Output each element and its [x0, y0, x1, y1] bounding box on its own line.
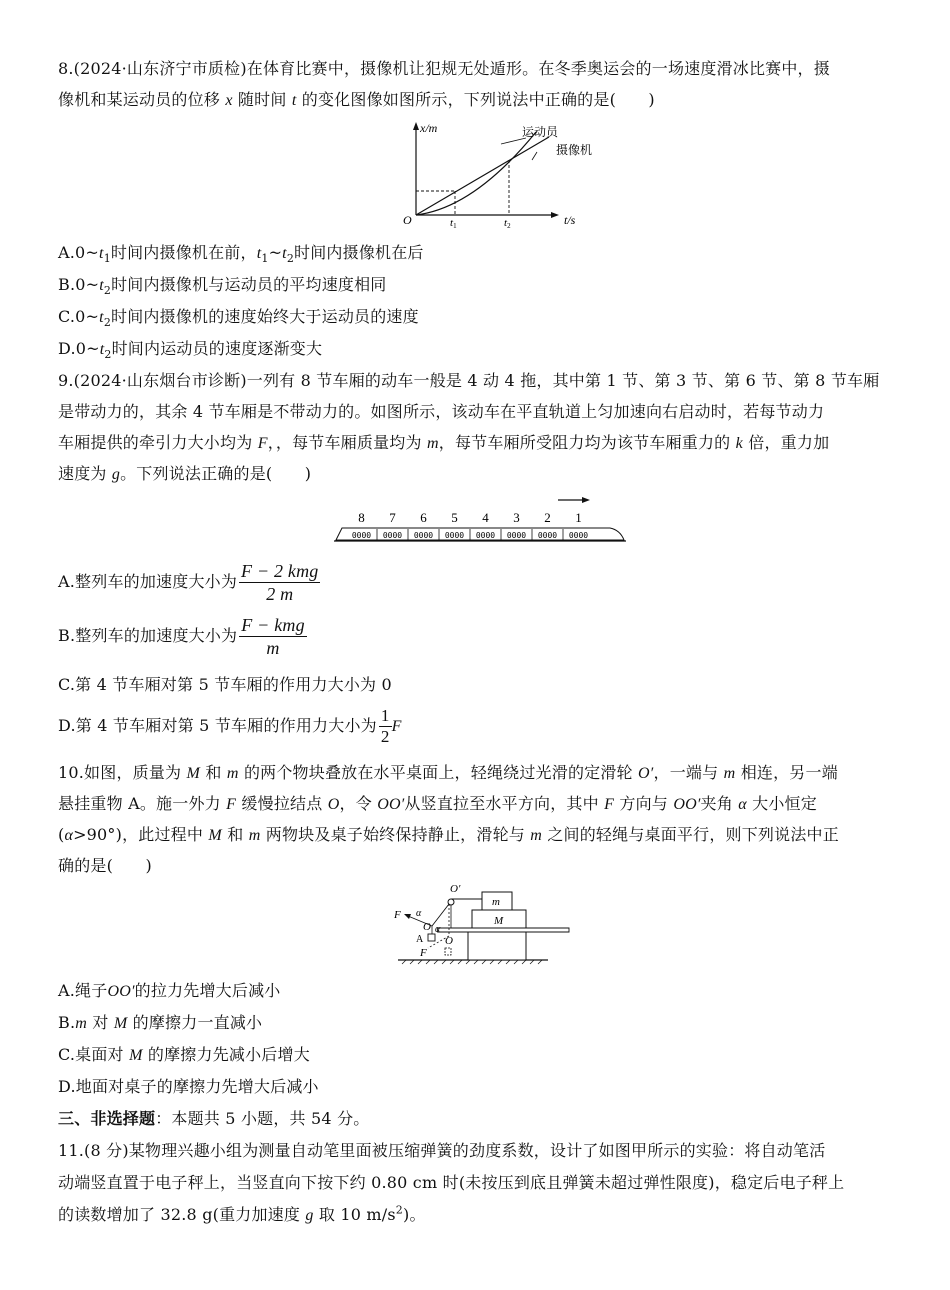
- force-F1-head: [404, 914, 411, 919]
- fraction-d: $\frac{1}{2}$: [380, 706, 390, 746]
- car-wheels: 0000: [475, 531, 496, 540]
- car-wheels: 0000: [444, 531, 465, 540]
- q10-stem-line2: 悬挂重物 A。施一外力 F 缓慢拉结点 O，令 OO′从竖直拉至水平方向，其中 F 方向与 OO′夹角 α 大小恒定: [58, 794, 817, 813]
- car-wheels: 0000: [537, 531, 558, 540]
- athlete-label: 运动员: [522, 125, 559, 139]
- q10-pulley-figure: [394, 882, 554, 968]
- car-wheels: 0000: [413, 531, 434, 540]
- car-wheels: 0000: [568, 531, 589, 540]
- q8-option-d: $D.0\sim t_2$时间内运动员的速度逐渐变大: [58, 339, 323, 362]
- q9-stem-line2: 是带动力的，其余 4 节车厢是不带动力的。如图所示，该动车在平直轨道上匀加速向右启动时，若每节动力: [58, 402, 825, 421]
- camera-leader: [532, 152, 537, 160]
- label-alpha2: α: [435, 924, 441, 935]
- q9-stem-line3: 车厢提供的牵引力大小均为 F，，每节车厢质量均为 m，每节车厢所受阻力均为该节车厢重力的 k 倍，重力加: [58, 433, 830, 452]
- car-number: 8: [358, 510, 365, 525]
- label-M: M: [494, 915, 504, 927]
- camera-line: [416, 137, 549, 215]
- label-F2: F: [420, 947, 427, 959]
- car-wheels: 0000: [351, 531, 372, 540]
- label-m: m: [492, 896, 500, 908]
- y-axis-arrow: [413, 122, 419, 130]
- camera-label: 摄像机: [556, 143, 593, 157]
- q10-option-a: A.绳子OO′的拉力先增大后减小: [58, 981, 281, 1000]
- car-number: 5: [451, 510, 458, 525]
- section-3-heading: 三、非选择题：本题共 5 小题，共 54 分。: [58, 1109, 370, 1128]
- label-alpha1: α: [416, 908, 422, 919]
- car-number: 3: [513, 510, 520, 525]
- label-F1: F: [394, 909, 401, 921]
- train-cars: [352, 510, 588, 540]
- car-number: 4: [482, 510, 489, 525]
- q9-option-a: A.整列车的加速度大小为 $\frac{\text{F − 2 kmg}}{2 m}$: [58, 561, 319, 604]
- car-number: 7: [389, 510, 396, 525]
- car-number: 2: [544, 510, 551, 525]
- rope-OOp: [432, 904, 449, 926]
- direction-arrow-head: [582, 497, 590, 503]
- label-O2: O: [445, 935, 453, 947]
- q10-stem-line3: (α>90°)，此过程中 M 和 m 两物块及桌子始终保持静止，滑轮与 m 之间的轻绳与桌面平行，则下列说法中正: [58, 825, 839, 844]
- q8-stem-line1: 8.(2024·山东济宁市质检)在体育比赛中，摄像机让犯规无处遁形。在冬季奥运会的一场速度滑冰比赛中，摄: [58, 59, 830, 78]
- fraction-b: $\frac{\text{F − kmg}}{m}$: [241, 615, 305, 658]
- q8-xt-graph: [404, 120, 594, 230]
- q10-stem-line4: 确的是( ): [58, 856, 152, 875]
- q10-option-d: D.地面对桌子的摩擦力先增大后减小: [58, 1077, 319, 1096]
- car-number: 6: [420, 510, 427, 525]
- q9-option-d: D.第 4 节车厢对第 5 节车厢的作用力大小为 $\frac{1}{2}$ F: [58, 706, 402, 746]
- q11-line1: 11.(8 分)某物理兴趣小组为测量自动笔里面被压缩弹簧的劲度系数，设计了如图甲所示的实验：将自动笔活: [58, 1141, 826, 1160]
- label-O1: O: [423, 921, 431, 933]
- label-A: A: [416, 934, 424, 945]
- q9-stem-line4: 速度为 g。下列说法正确的是( ): [58, 464, 312, 483]
- x-axis-arrow: [551, 212, 559, 218]
- q10-option-c: C.桌面对 M 的摩擦力先减小后增大: [58, 1045, 310, 1064]
- car-wheels: 0000: [382, 531, 403, 540]
- origin-label: O: [403, 213, 412, 227]
- fraction-a: $\frac{\text{F − 2 kmg}}{2 m}$: [241, 561, 319, 604]
- q11-line2: 动端竖直置于电子秤上，当竖直向下按下约 0.80 cm 时(未按压到底且弹簧未超过弹性限度)，稳定后电子秤上: [58, 1173, 845, 1192]
- q8-option-a: $A.0\sim t_1$时间内摄像机在前，$t_1\sim t_2$时间内摄像机在后: [58, 243, 424, 266]
- t1-label: t1: [450, 217, 457, 230]
- athlete-curve: [416, 132, 536, 215]
- q10-option-b: B.m 对 M 的摩擦力一直减小: [58, 1013, 263, 1032]
- weight-A: [428, 934, 435, 941]
- y-axis-label: x/m: [420, 121, 438, 135]
- q9-option-b: B.整列车的加速度大小为 $\frac{\text{F − kmg}}{m}$: [58, 615, 305, 658]
- q11-line3: 的读数增加了 32.8 g(重力加速度 g 取 10 $m/s^2$)。: [58, 1203, 426, 1224]
- car-number: 1: [575, 510, 582, 525]
- q10-stem-line1: 10.如图，质量为 M 和 m 的两个物块叠放在水平桌面上，轻绳绕过光滑的定滑轮 O′，一端与 m 相连，另一端: [58, 763, 838, 782]
- q8-option-c: $C.0\sim t_2$时间内摄像机的速度始终大于运动员的速度: [58, 307, 419, 330]
- car-wheels: 0000: [506, 531, 527, 540]
- weight-A-dashed: [445, 948, 451, 955]
- q9-option-c: C.第 4 节车厢对第 5 节车厢的作用力大小为 0: [58, 675, 392, 694]
- q8-option-b: $B.0\sim t_2$时间内摄像机与运动员的平均速度相同: [58, 275, 387, 298]
- x-axis-label: t/s: [564, 213, 576, 227]
- q9-stem-line1: 9.(2024·山东烟台市诊断)一列有 8 节车厢的动车一般是 4 动 4 拖，其中第 1 节、第 3 节、第 6 节、第 8 节车厢: [58, 371, 880, 390]
- table-top: [438, 928, 569, 932]
- t2-label: t2: [504, 217, 511, 230]
- table-base: [468, 932, 526, 960]
- label-Op: O′: [450, 883, 461, 895]
- q8-stem-line2: 像机和某运动员的位移 x 随时间 t 的变化图像如图所示，下列说法中正确的是( ): [58, 90, 655, 109]
- q9-train-figure: [330, 494, 630, 552]
